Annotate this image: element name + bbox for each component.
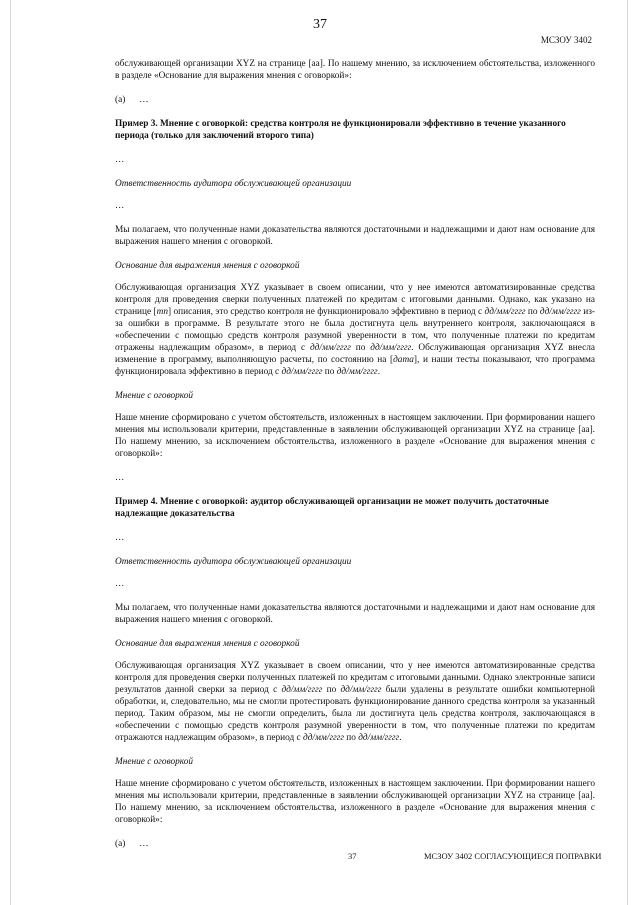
basis-heading: Основание для выражения мнения с оговоркой [115,261,300,271]
ellipsis: … [115,579,125,589]
page-body [115,58,595,862]
list-marker: (a) [115,839,126,849]
scan-border-right [627,0,628,905]
opinion-paragraph: Наше мнение сформировано с учетом обстоятельств, изложенных в настоящем заключении. При формировании нашего мнения мы использовали критерии, представленные в заявлении обслуживающей организации XYZ на странице [аа]. По нашему мнению, за исключением обстоятельства, изложенного в разделе «Основание для выражения мнения с оговоркой»: [115,413,595,459]
list-marker: (a) [115,95,126,105]
document-code-header: МСЗОУ 3402 [540,35,592,45]
continuation-paragraph: обслуживающей организации XYZ на странице [аа]. По нашему мнению, за исключением обстоятельства, изложенного в разделе «Основание для выражения мнения с оговоркой»: [115,59,595,81]
opinion-paragraph: Наше мнение сформировано с учетом обстоятельств, изложенных в настоящем заключении. При формировании нашего мнения мы использовали критерии, представленные в заявлении обслуживающей организации XYZ на странице [аа]. По нашему мнению, за исключением обстоятельства, изложенного в разделе «Основание для выражения мнения с оговоркой»: [115,779,595,825]
scan-border-left [10,0,11,905]
responsibility-heading: Ответственность аудитора обслуживающей организации [115,179,352,189]
opinion-heading: Мнение с оговоркой [115,757,194,767]
list-item-a [115,838,595,850]
list-item-a [115,94,595,106]
ellipsis: … [115,473,125,483]
opinion-heading: Мнение с оговоркой [115,391,194,401]
basis-paragraph: Обслуживающая организация XYZ указывает в своем описании, что у нее имеются автоматизированные средства контроля для проведения сверки полученных платежей по кредитам с итоговыми данными. Однако, как указано на странице [mn] описания, это средство контроля не функционировало эффективно в период с дд/мм/гггг по дд/мм/гггг из-за ошибки в программе. В результате этого не была достигнута цель внутреннего контроля, заключающаяся в «обеспечении с помощью средств контроля разумной уверенности в том, что полученные платежи по кредитам отражены надлежащим образом», в период с дд/мм/гггг по дд/мм/гггг. Обслуживающая организация XYZ внесла изменение в программу, выполняющую расчеты, по состоянию на [дата], и наши тесты показывают, что программа функционировала эффективно в период с дд/мм/гггг по дд/мм/гггг. [115,283,596,377]
list-item-text: … [139,839,149,849]
example-4-heading: Пример 4. Мнение с оговоркой: аудитор обслуживающей организации не может получить достаточные надлежащие доказательства [115,497,549,519]
ellipsis: … [115,533,125,543]
footer-title: МСЗОУ 3402 СОГЛАСУЮЩИЕСЯ ПОПРАВКИ [424,851,602,861]
example-3-heading: Пример 3. Мнение с оговоркой: средства контроля не функционировали эффективно в течение указанного периода (только для заключений второго типа) [115,119,566,141]
ellipsis: … [115,155,125,165]
basis-heading: Основание для выражения мнения с оговоркой [115,639,300,649]
ellipsis: … [115,201,125,211]
list-item-text: … [139,95,149,105]
responsibility-paragraph: Мы полагаем, что полученные нами доказательства являются достаточными и надлежащими и дают нам основание для выражения нашего мнения с оговоркой. [115,603,595,625]
responsibility-paragraph: Мы полагаем, что полученные нами доказательства являются достаточными и надлежащими и дают нам основание для выражения нашего мнения с оговоркой. [115,225,595,247]
responsibility-heading: Ответственность аудитора обслуживающей организации [115,557,352,567]
basis-paragraph: Обслуживающая организация XYZ указывает в своем описании, что у нее имеются автоматизированные средства контроля для проведения сверки полученных платежей по кредитам с итоговыми данными. Однако электронные записи результатов данной сверки за период с дд/мм/гггг по дд/мм/гггг были удалены в результате ошибки компьютерной обработки, и, следовательно, мы не смогли протестировать функционирование данного средства контроля за указанный период. Таким образом, мы не смогли определить, была ли достигнута цель средства контроля, заключающаяся в «обеспечении с помощью средств контроля разумной уверенности в том, что полученные платежи по кредитам отражаются надлежащим образом», в период с дд/мм/гггг по дд/мм/гггг. [115,661,595,743]
page-number-top: 37 [313,17,327,32]
page-number-footer: 37 [348,851,357,861]
